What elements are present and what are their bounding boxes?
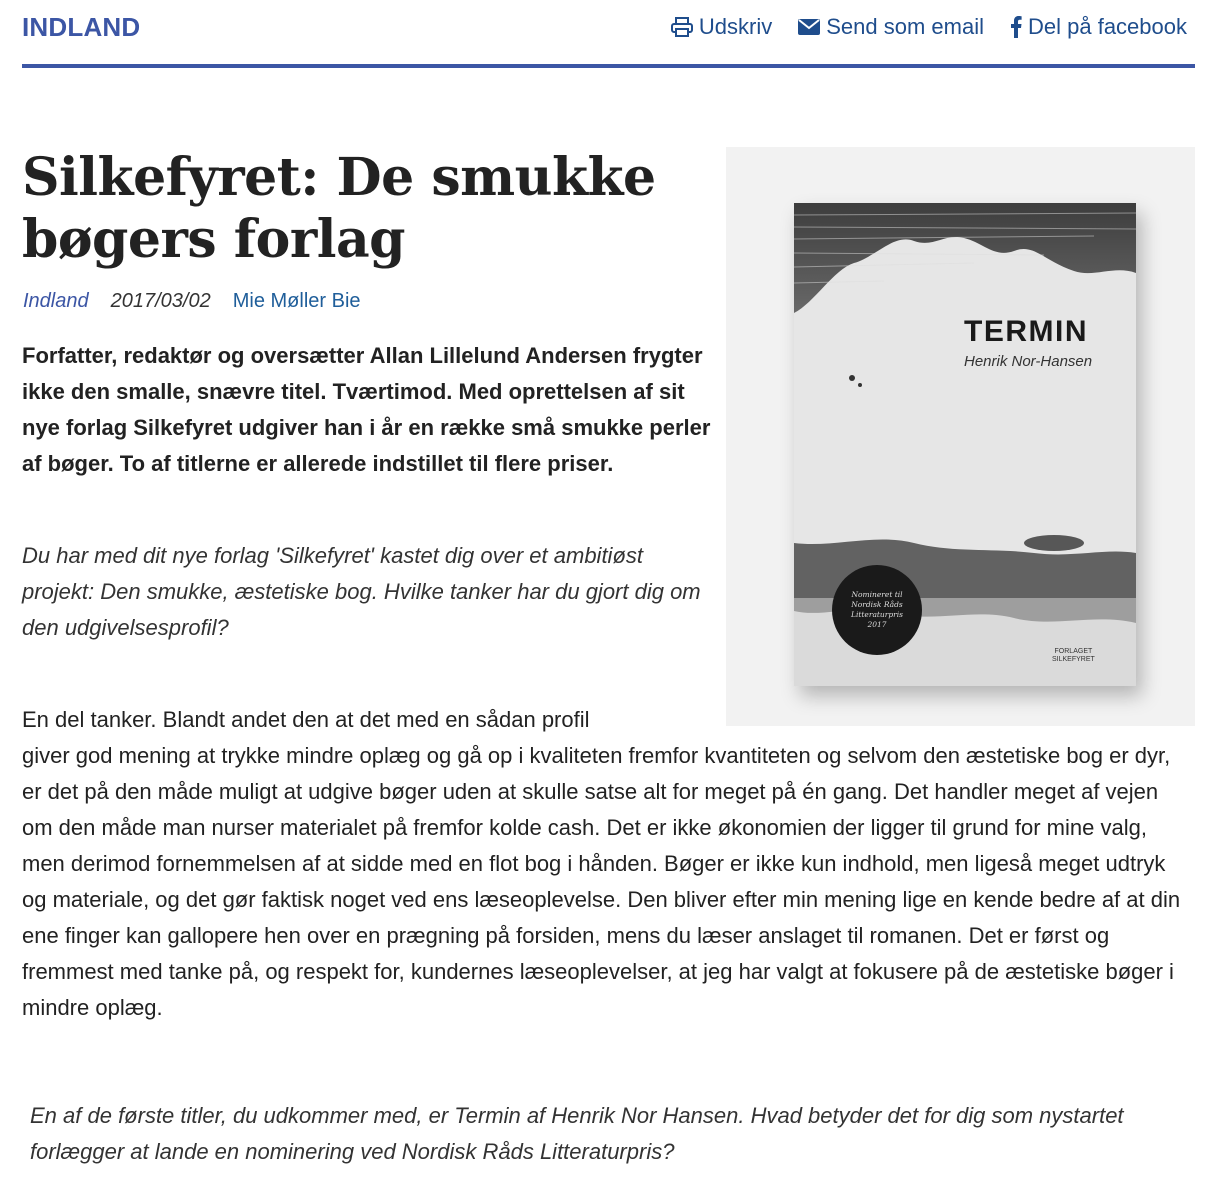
badge-line: 2017: [867, 620, 887, 629]
book-cover-title: TERMIN: [964, 315, 1088, 348]
facebook-label: Del på facebook: [1028, 14, 1187, 39]
badge-line: Nordisk Råds: [851, 600, 903, 609]
badge-line: Litteraturpris: [851, 610, 903, 619]
facebook-share-button[interactable]: [1010, 14, 1187, 40]
badge-line: Nomineret til: [851, 590, 903, 599]
book-cover: [794, 203, 1136, 686]
article-title: Silkefyret: De smukke bøgers forlag: [22, 147, 656, 270]
article-category-link[interactable]: Indland: [23, 290, 89, 312]
interview-answer-first-line: En del tanker. Blandt andet den at det med en sådan profil: [22, 707, 590, 732]
interview-question-2: En af de første titler, du udkommer med, er Termin af Henrik Nor Hansen. Hvad betyder det for dig som nystartet forlægger at lande en nominering ved Nordisk Råds Litteraturpris?: [30, 1103, 1124, 1164]
interview-question: Du har med dit nye forlag 'Silkefyret' kastet dig over et ambitiøst projekt: Den smukke, æstetiske bog. Hvilke tanker har du gjort dig om den udgivelsesprofil?: [22, 543, 701, 640]
article-actions: [671, 14, 1187, 40]
envelope-icon: [798, 18, 820, 36]
publisher-line: FORLAGET: [1054, 648, 1093, 655]
article-author-link[interactable]: Mie Møller Bie: [232, 290, 361, 312]
article-meta: [23, 290, 361, 313]
interview-answer: giver god mening at trykke mindre oplæg og gå op i kvaliteten fremfor kvantiteten og selvom den æstetiske bog er dyr, er det på den måde muligt at udgive bøger uden at skulle satse alt for meget på én gang. Det handler meget af vejen om den måde man nurser materialet på fremfor kolde cash. Det er ikke økonomien der ligger til grund for mine valg, men derimod fornemmelsen af at sidde med en flot bog i hånden. Bøger er ikke kun indhold, men ligeså meget udtryk og materiale, og det gør faktisk noget ved ens læseoplevelse. Den bliver efter min mening lige en kende bedre af at din ene finger kan gallopere hen over en prægning på forsiden, mens du læser anslaget til romanen. Det er først og fremmest med tanke på, og respekt for, kundernes læseoplevelser, at jeg har valgt at fokusere på de æstetiske bøger i mindre oplæg.: [22, 743, 1181, 1020]
section-label[interactable]: INDLAND: [22, 12, 141, 42]
book-cover-author: Henrik Nor-Hansen: [964, 353, 1093, 370]
facebook-icon: [1010, 16, 1022, 38]
article-date: 2017/03/02: [110, 290, 211, 312]
nomination-badge: [832, 565, 922, 655]
print-button[interactable]: [671, 14, 772, 40]
article-lead: Forfatter, redaktør og oversætter Allan Lillelund Andersen frygter ikke den smalle, snævre titel. Tværtimod. Med oprettelsen af sit nye forlag Silkefyret udgiver han i år en række små smukke perler af bøger. To af titlerne er allerede indstillet til flere priser.: [22, 343, 711, 476]
publisher-logo: [1052, 648, 1095, 664]
print-label: Udskriv: [698, 14, 773, 39]
book-cover-image: [726, 147, 1195, 726]
top-bar: [22, 0, 1195, 68]
print-icon: [671, 17, 693, 37]
publisher-line: SILKEFYRET: [1052, 656, 1095, 663]
email-button[interactable]: [798, 14, 984, 40]
email-label: Send som email: [826, 14, 984, 39]
